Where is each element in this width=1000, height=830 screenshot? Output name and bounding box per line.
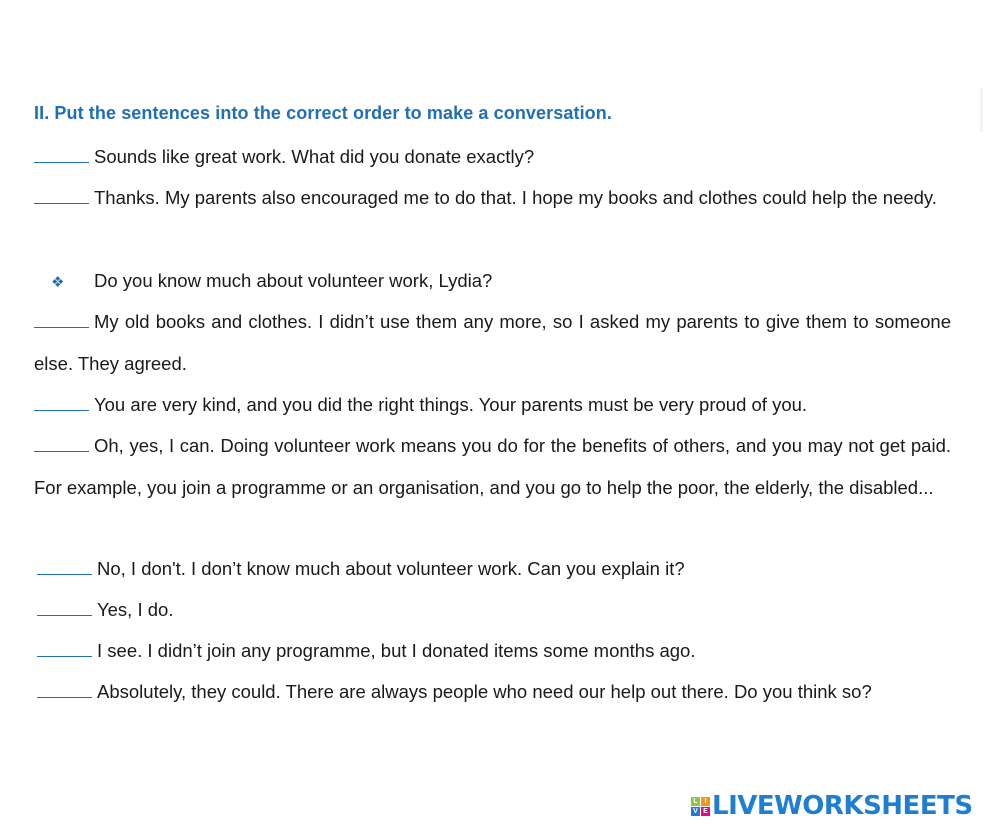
answer-blank-9[interactable] (37, 637, 92, 657)
answer-blank-5[interactable] (34, 391, 89, 411)
sentence-3-example (34, 260, 951, 304)
diamond-bullet-icon: ❖ (51, 274, 65, 291)
sentence-9 (34, 630, 951, 672)
sentence-5-text: You are very kind, and you did the right things. Your parents must be very proud of you. (94, 394, 808, 415)
answer-blank-8[interactable] (37, 596, 92, 616)
section-title: II. Put the sentences into the correct order to make a conversation. (34, 103, 612, 123)
sentence-10-text: Absolutely, they could. There are always people who need our help out there. Do you think so? (97, 681, 872, 702)
logo-wordmark: LIVEWORKSHEETS (712, 791, 973, 821)
sentence-8 (34, 589, 951, 631)
sentence-3-text: Do you know much about volunteer work, Lydia? (94, 270, 493, 291)
sentence-2-text: Thanks. My parents also encouraged me to do that. I hope my books and clothes could help the needy. (94, 187, 937, 208)
sentence-10 (34, 671, 951, 713)
logo-tile-v: V (691, 807, 700, 816)
sentence-1 (34, 136, 951, 178)
answer-blank-6[interactable] (34, 432, 89, 452)
answer-blank-4[interactable] (34, 308, 89, 328)
answer-blank-1[interactable] (34, 143, 89, 163)
answer-blank-10[interactable] (37, 678, 92, 698)
sentence-4-text: My old books and clothes. I didn’t use them any more, so I asked my parents to give them to someone else. They agreed. (34, 311, 951, 374)
sentence-1-text: Sounds like great work. What did you donate exactly? (94, 146, 535, 167)
page-edge-divider (980, 88, 983, 132)
sentence-4 (34, 301, 951, 384)
logo-tile-e: E (701, 807, 710, 816)
answer-blank-2[interactable] (34, 184, 89, 204)
liveworksheets-logo-icon (691, 797, 710, 816)
logo-tile-i: I (701, 797, 710, 806)
sentence-8-text: Yes, I do. (97, 599, 174, 620)
sentence-2 (34, 177, 951, 219)
sentence-6 (34, 425, 951, 508)
answer-blank-7[interactable] (37, 555, 92, 575)
sentence-6-text: Oh, yes, I can. Doing volunteer work means you do for the benefits of others, and you may not get paid. For example, you join a programme or an organisation, and you go to help the poor, the elderly, the disabled... (34, 435, 951, 498)
liveworksheets-logo (691, 791, 973, 821)
logo-tile-l: L (691, 797, 700, 806)
sentence-7 (34, 548, 951, 590)
sentence-9-text: I see. I didn’t join any programme, but I donated items some months ago. (97, 640, 696, 661)
sentence-5 (34, 384, 951, 426)
sentence-7-text: No, I don't. I don’t know much about volunteer work. Can you explain it? (97, 558, 685, 579)
